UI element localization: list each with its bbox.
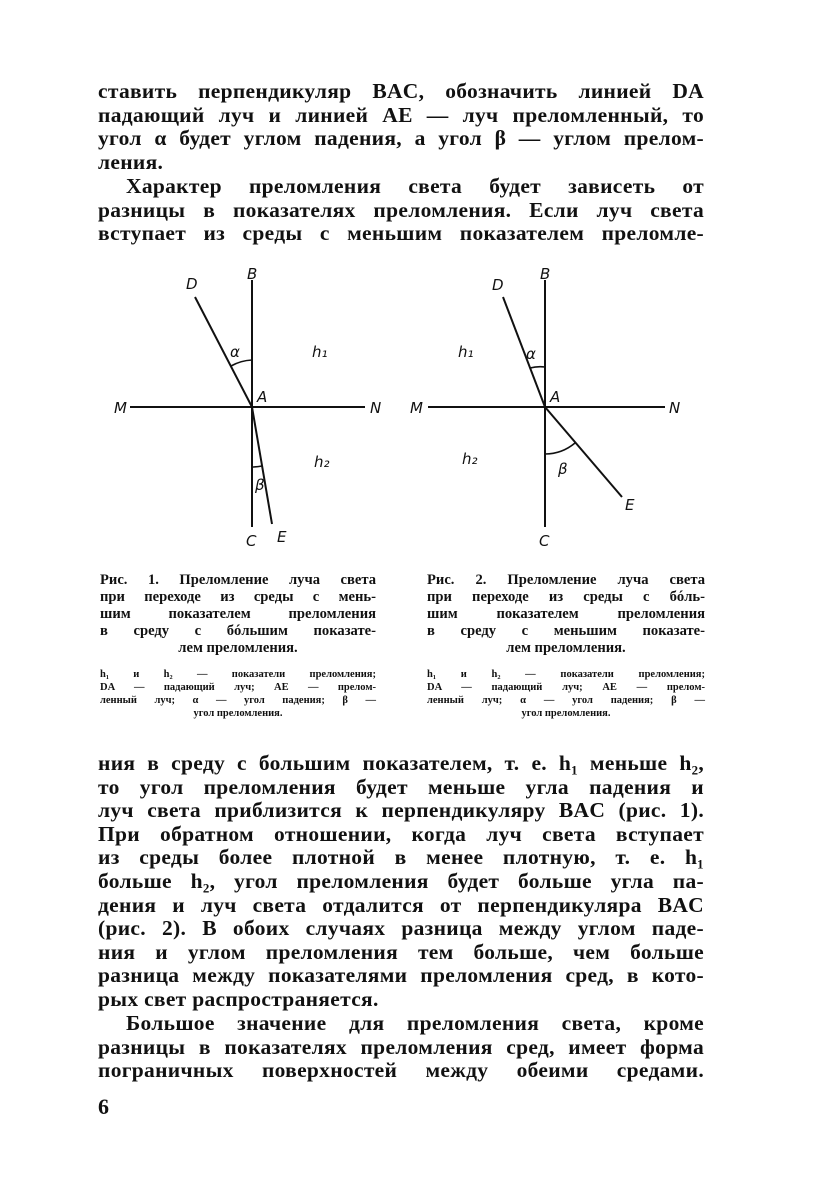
legend-line: DA — падающий луч; AE — прелом- [100, 682, 376, 693]
caption-line: шим показателем преломления [427, 606, 705, 622]
text-line: ния и углом преломления тем больше, чем больше [98, 939, 704, 964]
label-beta: β [558, 460, 568, 478]
figure-2-legend [427, 668, 705, 720]
label-n: N [370, 399, 382, 417]
text-line: луч света приблизится к перпендикуляру BAC (рис. 1). [98, 798, 704, 823]
label-m: M [410, 399, 423, 417]
label-c: C [246, 532, 257, 550]
caption-line: шим показателем преломления [100, 606, 376, 622]
label-c: C [539, 532, 550, 550]
incident-ray-da [503, 297, 545, 407]
text-line: падающий луч и линией AE — луч преломленный, то [98, 102, 704, 127]
figure-2-diagram [400, 262, 700, 562]
text-line: разница между показателями преломления сред, в кото- [98, 963, 704, 988]
label-h2: h₂ [462, 450, 478, 468]
figure-1-caption [100, 572, 376, 657]
angle-alpha-arc [530, 367, 545, 368]
text-line: из среды более плотной в менее плотную, т. е. h₁ [98, 845, 704, 870]
figure-1-legend [100, 668, 376, 720]
label-alpha: α [230, 343, 240, 361]
figure-1-diagram [100, 262, 390, 562]
text-line: разницы в показателях преломления сред, имеет форма [98, 1034, 704, 1059]
angle-beta-arc [252, 466, 262, 467]
legend-line: h₁ и h₂ — показатели преломления; [427, 669, 705, 680]
text-line: рых свет распространяется. [98, 986, 379, 1011]
label-alpha: α [526, 345, 536, 363]
label-b: B [540, 265, 551, 283]
paragraph-third [98, 752, 704, 1012]
text-line: дения и луч света отдалится от перпендикуляра BAC [98, 892, 704, 917]
text-line: ния в среду с большим показателем, т. е. h₁ меньше h₂, [98, 751, 704, 775]
refracted-ray-ae [252, 407, 272, 524]
label-d: D [492, 276, 504, 294]
text-line: угол α будет углом падения, а угол β — углом прелом- [98, 126, 704, 151]
legend-line: DA — падающий луч; AE — прелом- [427, 682, 705, 693]
legend-line: ленный луч; α — угол падения; β — [100, 695, 376, 706]
label-b: B [247, 265, 258, 283]
text-line: разницы в показателях преломления. Если луч света [98, 197, 704, 222]
legend-line: ленный луч; α — угол падения; β — [427, 695, 705, 706]
paragraph-top [98, 80, 704, 174]
text-line: Характер преломления света будет зависеть от [126, 174, 704, 198]
text-line: вступает из среды с меньшим показателем преломле- [98, 221, 704, 246]
label-h2: h₂ [314, 453, 330, 471]
text-line: Большое значение для преломления света, кроме [126, 1011, 704, 1035]
label-n: N [669, 399, 681, 417]
legend-line: угол преломления. [521, 708, 611, 719]
text-line: При обратном отношении, когда луч света вступает [98, 821, 704, 846]
caption-line: лем преломления. [178, 640, 298, 656]
label-h1: h₁ [458, 343, 474, 361]
label-a: A [550, 388, 561, 406]
page-number: 6 [98, 1094, 109, 1119]
text-line: пограничных поверхностей между обеими средами. [98, 1058, 704, 1083]
incident-ray-da [195, 297, 252, 407]
text-line: то угол преломления будет меньше угла падения и [98, 774, 704, 799]
label-d: D [186, 275, 198, 293]
legend-line: h₁ и h₂ — показатели преломления; [100, 669, 376, 680]
caption-line: в среду с бóльшим показате- [100, 623, 376, 639]
caption-line: Рис. 1. Преломление луча света [100, 572, 376, 588]
text-line: больше h₂, угол преломления будет больше угла па- [98, 868, 704, 893]
caption-line: при переходе из среды с бóль- [427, 589, 705, 605]
caption-line: лем преломления. [506, 640, 626, 656]
text-line: ления. [98, 149, 164, 174]
label-a: A [257, 388, 268, 406]
label-e: E [277, 528, 287, 546]
caption-line: при переходе из среды с мень- [100, 589, 376, 605]
paragraph-second [98, 175, 704, 246]
paragraph-fourth [98, 1012, 704, 1083]
figure-2-caption [427, 572, 705, 657]
legend-line: угол преломления. [193, 708, 283, 719]
angle-beta-arc [545, 443, 575, 454]
caption-line: в среду с меньшим показате- [427, 623, 705, 639]
text-line: ставить перпендикуляр BAC, обозначить линией DA [98, 79, 704, 103]
caption-line: Рис. 2. Преломление луча света [427, 572, 705, 588]
label-beta: β [255, 476, 265, 494]
label-h1: h₁ [312, 343, 328, 361]
text-line: (рис. 2). В обоих случаях разница между углом паде- [98, 916, 704, 941]
label-e: E [625, 496, 635, 514]
label-m: M [114, 399, 127, 417]
